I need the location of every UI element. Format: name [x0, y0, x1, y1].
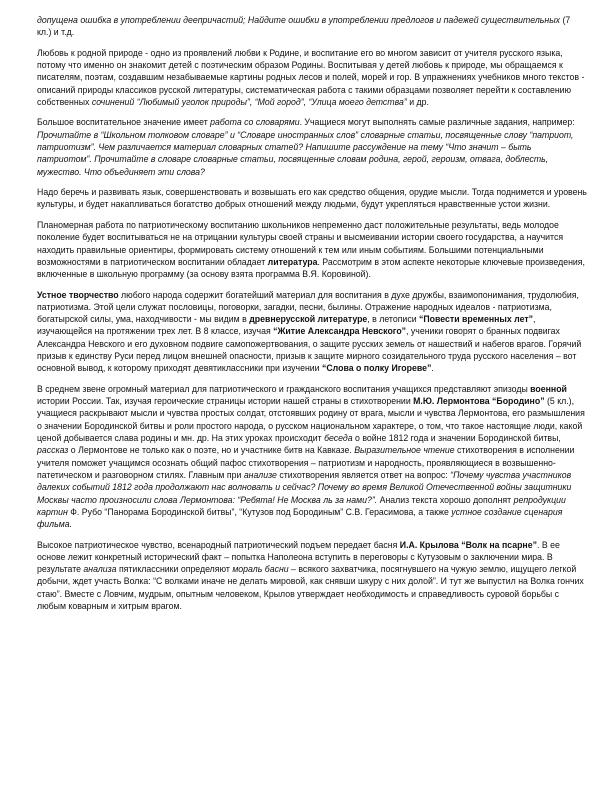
- text-run: Любовь к родной природе - одно из проявлений любви к Родине, и воспитание его во многом зависит от учителя русского языка, потому что именно он знакомит детей с поэтическим образом Родины. Воспитывая у детей любовь к природе, мы обращаемся к писателям, поэтам, создавшим незабываемые картины родных лесов и полей, морей и гор. В упражнениях учебников много текстов - описаний природы классиков русской литературы, систематическая работа с такими образцами позволяет перейти к составлению собственных: [37, 47, 585, 107]
- text-run: , изучающейся на протяжении трех лет. В 8 классе, изучая: [37, 314, 536, 337]
- bold-text-run: литература: [267, 256, 318, 267]
- text-run: (7 кл.) и т.д.: [37, 15, 571, 38]
- text-run: истории России. Так, изучая героические страницы истории нашей страны в стихотворении: [37, 396, 414, 407]
- bold-text-run: “Слова о полку Игореве”: [321, 363, 432, 374]
- text-run: Анализ текста хорошо дополнят: [377, 494, 514, 505]
- italic-text-run: “Почему чувства участников далеких событий 1812 года продолжают нас волновать и сейчас? Почему во время Великой Отечественной войны защитники Москвы часто произносили слова Лермонтова: “Ребята! Не Москва ль за нами?”.: [37, 469, 572, 505]
- text-run: о Лермонтове не только как о поэте, но и участнике битв на Кавказе.: [68, 445, 355, 456]
- text-run: Ф. Рубо “Панорама Бородинской битвы”, “Кутузов под Бородиным” С.В. Герасимова, а также: [67, 506, 452, 517]
- italic-text-run: устное создание сценария фильма.: [37, 506, 563, 530]
- text-run: о войне 1812 года и значении Бородинской битвы,: [352, 433, 561, 444]
- text-run: стихотворения является ответ на вопрос:: [276, 469, 451, 480]
- text-run: Большое воспитательное значение имеет: [37, 117, 211, 128]
- text-run: . Учащиеся могут выполнять самые различные задания, например:: [299, 117, 575, 128]
- text-run: Планомерная работа по патриотическому воспитанию школьников непременно даст положительные результаты, ведь молодое поколение будет воспитываться не на отрицании культуры своей страны и высмеивании истории своего государства, а научится находить правильные ориентиры, формировать систему отношений к тем или иным событиям. Большими потенциальными возможностями в патриотическом воспитании обладает: [37, 219, 564, 267]
- italic-text-run: беседа: [324, 433, 353, 444]
- text-run: пятиклассники определяют: [116, 564, 233, 575]
- text-run: . Рассмотрим в этом аспекте некоторые ключевые произведения, включенные в школьную программу (за основу взята программа В.Я. Коровиной).: [37, 256, 585, 280]
- text-run: Высокое патриотическое чувство, всенародный патриотический подъем передает басня: [37, 539, 400, 550]
- text-run: . В ее основе лежит конкретный исторический факт – попытка Наполеона вступить в переговоры с Кутузовым о заключении мира. В результате: [37, 539, 560, 575]
- text-run: любого народа содержит богатейший материал для воспитания в духе дружбы, взаимопонимания, трудолюбия, патриотизма. Этой цели служат пословицы, поговорки, загадки, песни, былины. Отражение народных идеалов - патриотизма, богатырской силы, ума, находчивости - мы видим в: [37, 289, 579, 325]
- paragraph-language-care: [37, 186, 587, 211]
- bold-text-run: М.Ю. Лермонтова “Бородино”: [413, 396, 545, 407]
- italic-text-run: анализе: [243, 469, 277, 480]
- text-run: Надо беречь и развивать язык, совершенствовать и возвышать его как средство общения, орудие мысли. Тогда поднимется и уровень культуры, и будет накапливаться богатство добрых отношений между людьми, будут укрепляться нравственные устои жизни.: [37, 187, 587, 210]
- italic-text-run: Прочитайте в “Школьном толковом словаре” и “Словаре иностранных слов” словарные статьи, посвященные слову “патриот, патриотизм”. Чем различается материал словарных статей? Напишите рассуждение на тему “Что значит – быть патриотом”. Прочитайте в словаре словарные статьи, посвященные словам родина, герой, героизм, отвага, доблесть, мужество. Что объединяет эти слова?: [37, 129, 574, 177]
- text-run: – всякого захватчика, посягнувшего на чужую землю, ищущего легкой добычи, ждет участь Волка: “С волками иначе не делать мировой, как снявши шкуру с них долой”. И тут же выпустил на Волка гончих стаю”. Вместе с Ловчим, мудрым, опытным человеком, Крылов утверждает необходимость и справедливость суровой борьбы с любым коварным и хитрым врагом.: [37, 564, 584, 612]
- bold-text-run: военной: [530, 383, 567, 394]
- bold-text-run: “Повести временных лет”: [419, 314, 534, 325]
- italic-text-run: допущена ошибка в употреблении деепричастий; Найдите ошибки в употреблении предлогов и падежей существительных: [37, 15, 561, 25]
- text-run: В среднем звене огромный материал для патриотического и гражданского воспитания учащихся представляют эпизоды: [37, 383, 531, 394]
- bold-text-run: “Житие Александра Невского”: [273, 326, 407, 337]
- italic-text-run: рассказ: [37, 445, 69, 456]
- italic-text-run: сочинений “Любимый уголок природы”, “Мой город”, “Улица моего детства”: [91, 96, 407, 107]
- italic-text-run: Выразительное чтение: [354, 445, 455, 456]
- text-run: , ученики говорят о бранных подвигах Александра Невского и его духовном подвиге самопожертвования, о защите русских земель от нашествий и набегов врагов. Горячий призыв к единству Руси перед лицом внешней опасности, призыв к защите мирного созидательного труда русского населения – вот основной вывод, к которому приходят девятиклассники при изучении: [37, 326, 582, 374]
- italic-text-run: работа со словарями: [210, 117, 300, 128]
- paragraph-planned-work: [37, 219, 587, 280]
- text-run: .: [431, 363, 434, 374]
- paragraph-dictionary-work: [37, 116, 587, 177]
- italic-text-run: мораль басни: [232, 564, 289, 575]
- paragraph-oral-creativity: [37, 289, 587, 375]
- paragraph-intro-tail: [37, 14, 587, 39]
- italic-text-run: репродукции картин: [37, 494, 566, 517]
- bold-text-run: Устное творчество: [37, 289, 119, 300]
- paragraph-love-of-nature: [37, 47, 587, 108]
- text-run: стихотворения в исполнении учителя поможет учащимся осознать общий пафос стихотворения – патриотизм и народность, проявляющиеся в возвышенно-патетическом и разговорном стилях. Главным при: [37, 445, 575, 480]
- paragraph-krylov-fable: [37, 539, 587, 613]
- bold-text-run: И.А. Крылова “Волк на псарне”: [399, 539, 537, 550]
- bold-text-run: древнерусской литературе: [249, 314, 368, 325]
- paragraph-middle-grades: [37, 383, 587, 531]
- text-run: , в летописи: [367, 314, 420, 325]
- text-run: (5 кл.), учащиеся раскрывают мысли и чувства простых солдат, отстоявших родину от врага, мысли и чувства Лермонтова, его размышления о значении Бородинской битвы и роли простого народа, о русском национальном характере, о том, что такое настоящие люди, какой ценой добывается слава родины и мн. др. На этих уроках происходит: [37, 396, 585, 444]
- text-run: и др.: [406, 96, 429, 107]
- italic-text-run: анализа: [83, 564, 117, 575]
